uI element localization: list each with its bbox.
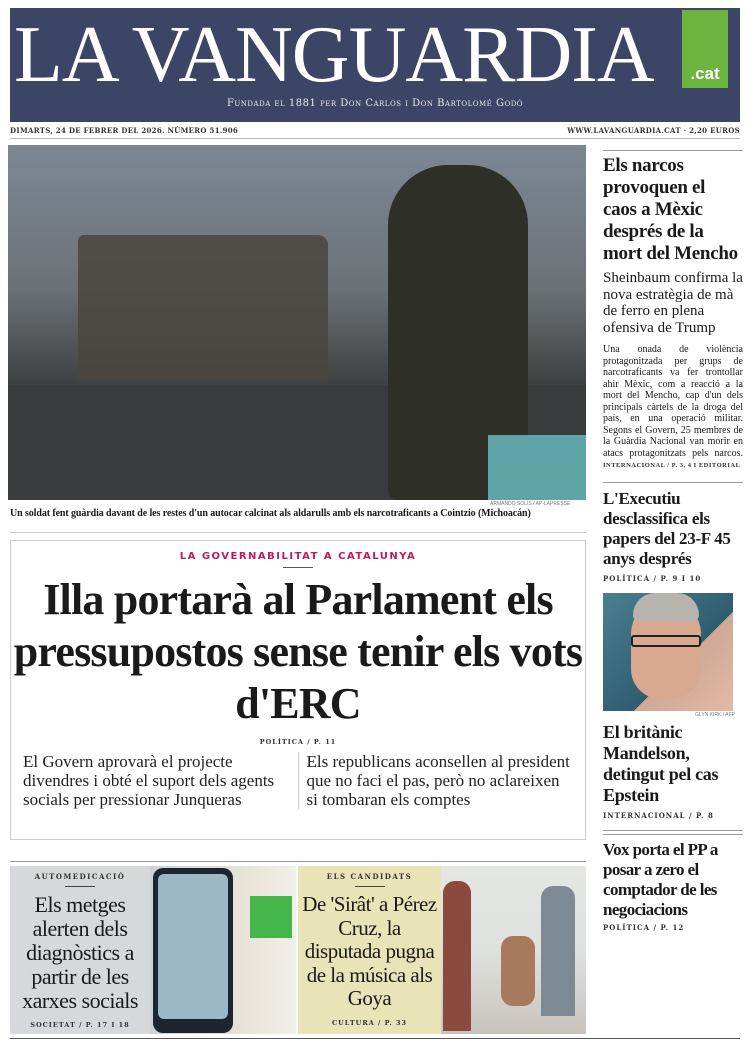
mexico-headline[interactable]: Els narcos provoquen el caos a Mèxic després de la mort del Mencho [603, 155, 738, 264]
divider [603, 830, 743, 831]
glasses [631, 635, 701, 647]
executiu-headline[interactable]: L'Executiu desclassifica els papers del 23-F 45 anys després [603, 488, 731, 568]
date-line: DIMARTS, 24 DE FEBRER DEL 2026. NÚMERO 51.906 [10, 126, 239, 135]
section-ref: INTERNACIONAL / P. 3, 4 I EDITORIAL [603, 462, 741, 469]
lead-kicker: LA GOVERNABILITAT A CATALUNYA [179, 551, 417, 562]
mexico-body [603, 344, 743, 472]
site-url[interactable]: WWW.LAVANGUARDIA.CAT [567, 126, 681, 135]
price: 2,20 EUROS [689, 126, 740, 135]
lead-sub-right: Els republicans aconsellen al president que no faci el pas, però no aclareixen si tombaran els comptes [306, 752, 570, 809]
kicker: AUTOMEDICACIÓ [34, 872, 126, 881]
divider [10, 532, 586, 533]
photo-credit: GLYN KIRK / AFP [695, 711, 735, 718]
person [443, 881, 471, 1031]
body-text: Una onada de violència protagonitzada per grups de narcotraficants va fer trontollar ahir Mèxic, com a reacció a la mort del Mencho, cap d'un dels principals càrtels de la droga del país, en una operació militar. Segons el Govern, 25 membres de la Guàrdia Nacional van morir en atacs protagonitzats pels narcos. [603, 344, 743, 459]
mandelson-story[interactable] [603, 722, 743, 820]
divider [355, 886, 385, 887]
lead-headline[interactable]: Illa portarà al Parlament els pressupostos sense tenir els vots d'ERC [13, 575, 583, 728]
mexico-story[interactable] [603, 150, 743, 472]
person [501, 936, 535, 1006]
divider [603, 150, 743, 151]
executiu-story[interactable] [603, 482, 743, 583]
burned-bus [78, 235, 328, 380]
goya-headline[interactable]: De 'Sirât' a Pérez Cruz, la disputada pugna de la música als Goya [302, 892, 437, 1010]
divider [283, 567, 313, 568]
phone-photo[interactable] [150, 866, 296, 1034]
mexico-subhead: Sheinbaum confirma la nova estratègia de mà de ferro en plena ofensiva de Trump [603, 270, 743, 336]
section-ref: POLÍTICA / P. 11 [259, 738, 337, 746]
pharmacy-cross [250, 896, 292, 938]
section-ref: POLÍTICA / P. 12 [603, 922, 685, 932]
section-ref: POLÍTICA / P. 9 I 10 [603, 573, 702, 583]
phone-screen [158, 874, 228, 1019]
section-ref: SOCIETAT / P. 17 I 18 [30, 1021, 130, 1029]
main-photo[interactable] [8, 145, 586, 500]
hair [633, 593, 699, 621]
photo-credit: ARMANDO SOLÍS / AP-LAPRESSE [490, 501, 571, 507]
person [541, 886, 575, 1016]
divider [603, 834, 743, 835]
logo-suffix: .cat [682, 10, 728, 88]
lead-story[interactable] [10, 540, 586, 840]
divider [298, 752, 299, 809]
automed-story[interactable] [10, 866, 150, 1034]
automed-headline[interactable]: Els metges alerten dels diagnòstics a partir de les xarxes socials [22, 892, 138, 1013]
divider [10, 138, 740, 139]
section-ref: INTERNACIONAL / P. 8 [603, 810, 714, 820]
divider [10, 861, 586, 862]
photo-caption: Un soldat fent guàrdia davant de les restes d'un autocar calcinat als aldarulls amb els narcotraficants a Cointzio (Michoacán) [10, 508, 531, 519]
section-ref: CULTURA / P. 33 [331, 1018, 408, 1027]
kicker: ELS CANDIDATS [326, 872, 413, 881]
founded-line: Fundada el 1881 per Don Carlos i Don Bartolomé Godó [226, 98, 524, 109]
logo[interactable]: LA VANGUARDIA [14, 11, 654, 99]
mandelson-headline[interactable]: El britànic Mandelson, detingut pel cas Epstein [603, 721, 719, 805]
lead-subs [11, 746, 585, 809]
mandelson-photo[interactable] [603, 593, 733, 711]
site-price: WWW.LAVANGUARDIA.CAT · 2,20 EUROS [567, 126, 740, 135]
film-photo[interactable] [441, 866, 586, 1034]
lead-sub-left: El Govern aprovarà el projecte divendres i obté el suport dels agents socials per pressionar Junqueras [23, 752, 275, 809]
barrier [488, 435, 586, 500]
divider [10, 1038, 740, 1039]
goya-story[interactable] [298, 866, 441, 1034]
divider [603, 482, 743, 483]
vox-headline[interactable]: Vox porta el PP a posar a zero el comptador de les negociacions [603, 839, 718, 919]
right-column [603, 150, 743, 932]
divider [65, 886, 95, 887]
vox-story[interactable] [603, 830, 743, 932]
